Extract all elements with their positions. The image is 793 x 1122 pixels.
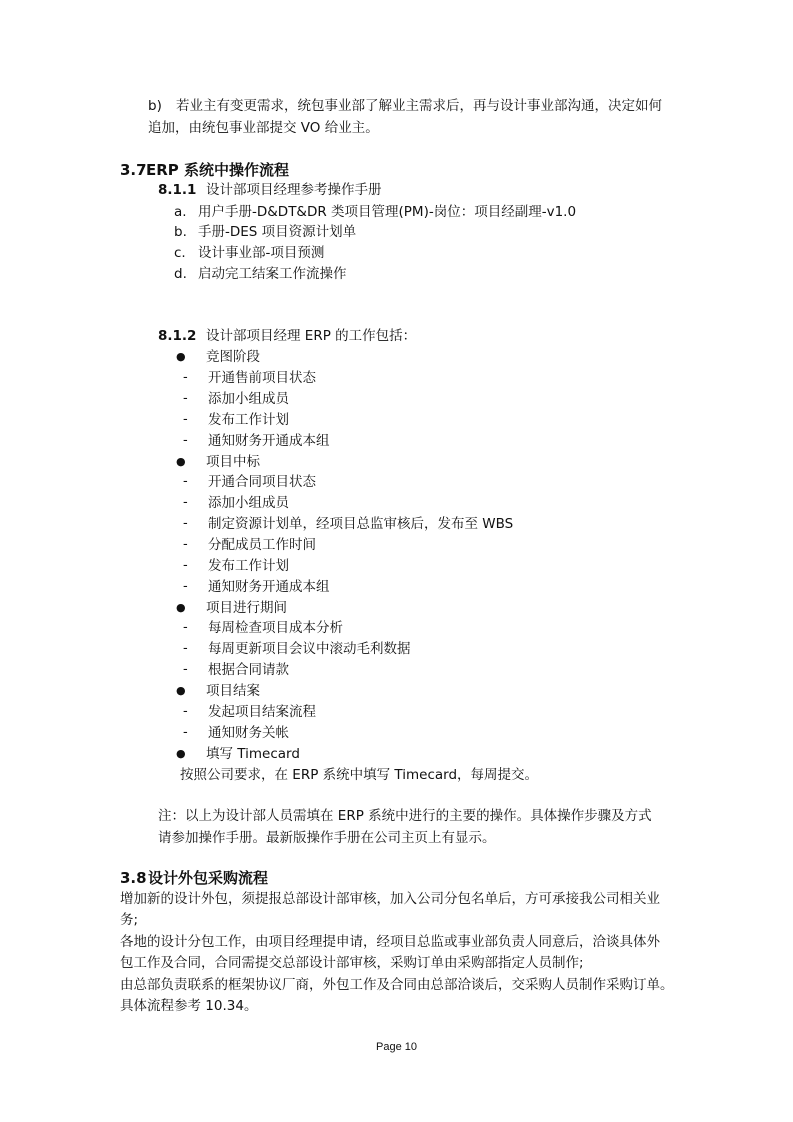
- list-marker: c.: [174, 245, 186, 261]
- stage-task: 发布工作计划: [208, 558, 289, 574]
- stage-task: 分配成员工作时间: [208, 537, 316, 553]
- subsection-number: 8.1.2: [158, 328, 197, 344]
- bullet-icon: ●: [176, 684, 186, 697]
- bullet-icon: ●: [176, 601, 186, 614]
- note-line: 注：以上为设计部人员需填在 ERP 系统中进行的主要的操作。具体操作步骤及方式: [158, 808, 652, 824]
- dash-marker: -: [183, 558, 188, 573]
- stage-task: 制定资源计划单，经项目总监审核后，发布至 WBS: [208, 516, 514, 532]
- stage-task: 每周更新项目会议中滚动毛利数据: [208, 641, 411, 657]
- list-item: 手册-DES 项目资源计划单: [198, 224, 357, 240]
- dash-marker: -: [183, 725, 188, 740]
- stage-task: 发布工作计划: [208, 412, 289, 428]
- stage-title: 竞图阶段: [206, 349, 260, 365]
- dash-marker: -: [183, 391, 188, 406]
- dash-marker: -: [183, 641, 188, 656]
- stage-task: 发起项目结案流程: [208, 704, 316, 720]
- dash-marker: -: [183, 662, 188, 677]
- list-item: 启动完工结案工作流操作: [198, 266, 347, 282]
- list-item: 设计事业部-项目预测: [198, 245, 325, 261]
- section-title: 设计外包采购流程: [148, 869, 269, 887]
- paragraph-line: 务;: [120, 912, 139, 928]
- list-marker: a.: [174, 204, 187, 220]
- paragraph-line: 追加，由统包事业部提交 VO 给业主。: [148, 120, 379, 136]
- note-line: 请参加操作手册。最新版操作手册在公司主页上有显示。: [158, 830, 496, 846]
- dash-marker: -: [183, 704, 188, 719]
- dash-marker: -: [183, 537, 188, 552]
- stage-title: 项目中标: [206, 454, 260, 470]
- subsection-title: 设计部项目经理 ERP 的工作包括：: [206, 328, 417, 344]
- dash-marker: -: [183, 579, 188, 594]
- paragraph-line: 由总部负责联系的框架协议厂商，外包工作及合同由总部洽谈后，交采购人员制作采购订单。: [120, 977, 674, 993]
- section-number: 3.8: [120, 869, 147, 887]
- list-item: 用户手册-D&DT&DR 类项目管理(PM)-岗位：项目经副理-v1.0: [198, 204, 577, 220]
- stage-title: 项目进行期间: [206, 600, 287, 616]
- list-marker: b): [148, 98, 162, 114]
- paragraph-line: 包工作及合同，合同需提交总部设计部审核，采购订单由采购部指定人员制作;: [120, 955, 584, 971]
- stage-task: 开通售前项目状态: [208, 370, 316, 386]
- stage-task: 通知财务关帐: [208, 725, 289, 741]
- bullet-icon: ●: [176, 455, 186, 468]
- page-number: Page 10: [376, 1041, 417, 1053]
- paragraph-line: 若业主有变更需求，统包事业部了解业主需求后，再与设计事业部沟通，决定如何: [176, 98, 662, 114]
- paragraph-line: 具体流程参考 10.34。: [120, 998, 258, 1014]
- list-marker: d.: [174, 266, 187, 282]
- stage-title: 项目结案: [206, 683, 260, 699]
- dash-marker: -: [183, 474, 188, 489]
- bullet-icon: ●: [176, 747, 186, 760]
- bullet-icon: ●: [176, 350, 186, 363]
- list-marker: b.: [174, 224, 187, 240]
- dash-marker: -: [183, 620, 188, 635]
- subsection-title: 设计部项目经理参考操作手册: [206, 182, 382, 198]
- stage-task: 每周检查项目成本分析: [208, 620, 343, 636]
- stage-task: 通知财务开通成本组: [208, 433, 330, 449]
- dash-marker: -: [183, 370, 188, 385]
- stage-task: 添加小组成员: [208, 495, 289, 511]
- dash-marker: -: [183, 516, 188, 531]
- stage-task: 根据合同请款: [208, 662, 289, 678]
- paragraph-line: 各地的设计分包工作，由项目经理提申请，经项目总监或事业部负责人同意后，洽谈具体外: [120, 934, 660, 950]
- stage-task: 添加小组成员: [208, 391, 289, 407]
- paragraph-line: 增加新的设计外包，须提报总部设计部审核，加入公司分包名单后，方可承接我公司相关业: [120, 891, 660, 907]
- dash-marker: -: [183, 433, 188, 448]
- section-number: 3.7: [120, 161, 147, 179]
- subsection-number: 8.1.1: [158, 182, 197, 198]
- stage-title: 填写 Timecard: [206, 746, 300, 762]
- dash-marker: -: [183, 412, 188, 427]
- stage-task: 开通合同项目状态: [208, 474, 316, 490]
- dash-marker: -: [183, 495, 188, 510]
- stage-task: 通知财务开通成本组: [208, 579, 330, 595]
- stage-note: 按照公司要求，在 ERP 系统中填写 Timecard，每周提交。: [180, 767, 539, 783]
- section-title: ERP 系统中操作流程: [146, 161, 290, 179]
